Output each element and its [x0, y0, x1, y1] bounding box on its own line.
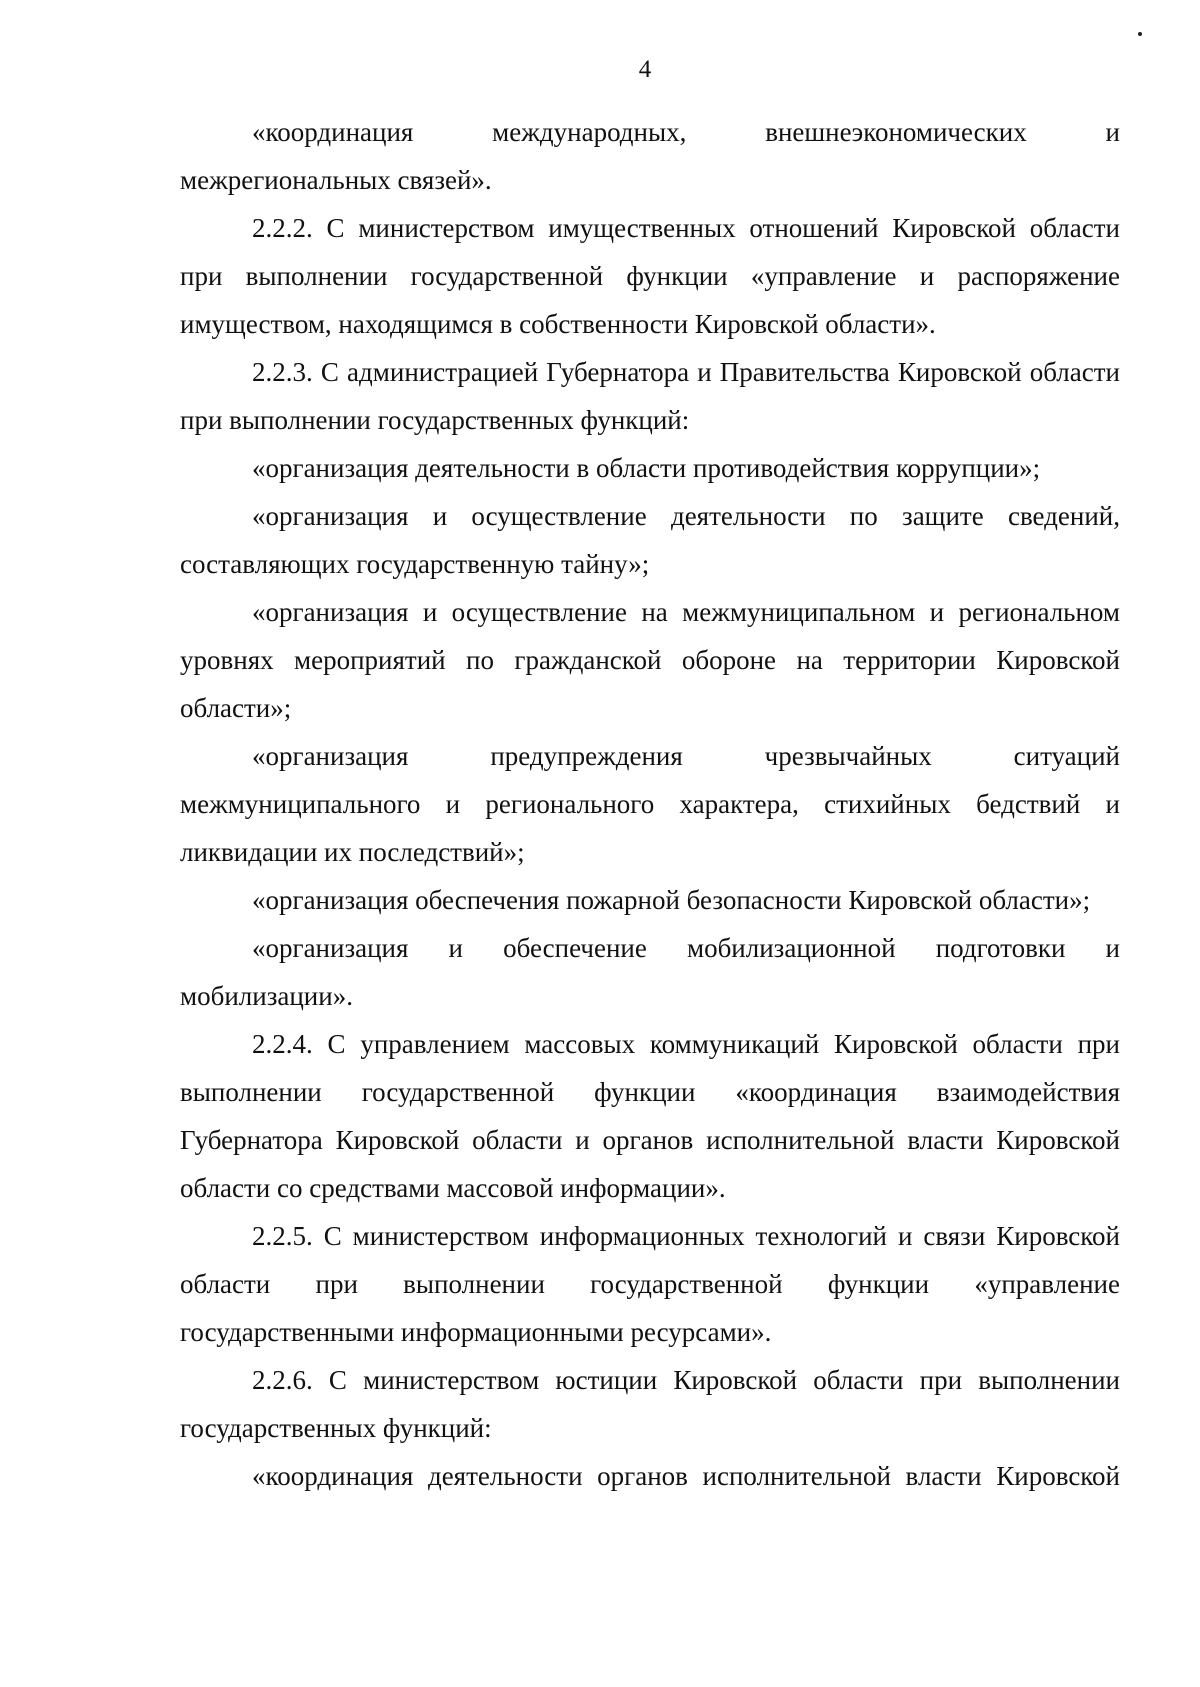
paragraph: 2.2.3. С администрацией Губернатора и Правительства Кировской области при выполнении государственных функций: — [180, 357, 1120, 435]
paragraph: «организация и осуществление деятельности по защите сведений, составляющих государственную тайну»; — [180, 501, 1120, 579]
paragraph: «организация деятельности в области противодействия коррупции»; — [252, 453, 1041, 483]
paragraph: «организация обеспечения пожарной безопасности Кировской области»; — [252, 885, 1091, 915]
paragraph: 2.2.6. С министерством юстиции Кировской области при выполнении государственных функций: — [180, 1365, 1120, 1443]
paragraph: «организация и осуществление на межмуниципальном и региональном уровнях мероприятий по гражданской обороне на территории Кировской области»; — [180, 597, 1120, 723]
paragraph: 2.2.5. С министерством информационных технологий и связи Кировской области при выполнении государственной функции «управление государственными информационными ресурсами». — [180, 1221, 1120, 1347]
document-body — [180, 108, 1120, 1500]
scan-dot — [1138, 32, 1142, 36]
paragraph: «организация предупреждения чрезвычайных ситуаций межмуниципального и регионального характера, стихийных бедствий и ликвидации их последствий»; — [180, 741, 1120, 867]
paragraph: 2.2.4. С управлением массовых коммуникаций Кировской области при выполнении государственной функции «координация взаимодействия Губернатора Кировской области и органов исполнительной власти Кировской области со средствами массовой информации». — [180, 1029, 1120, 1203]
paragraph: «координация деятельности органов исполнительной власти Кировской — [252, 1461, 1120, 1491]
paragraph: «организация и обеспечение мобилизационной подготовки и мобилизации». — [180, 933, 1120, 1011]
paragraph: «координация международных, внешнеэкономических и межрегиональных связей». — [180, 117, 1120, 195]
paragraph: 2.2.2. С министерством имущественных отношений Кировской области при выполнении государственной функции «управление и распоряжение имуществом, находящимся в собственности Кировской области». — [180, 213, 1120, 339]
page-number: 4 — [638, 56, 652, 83]
